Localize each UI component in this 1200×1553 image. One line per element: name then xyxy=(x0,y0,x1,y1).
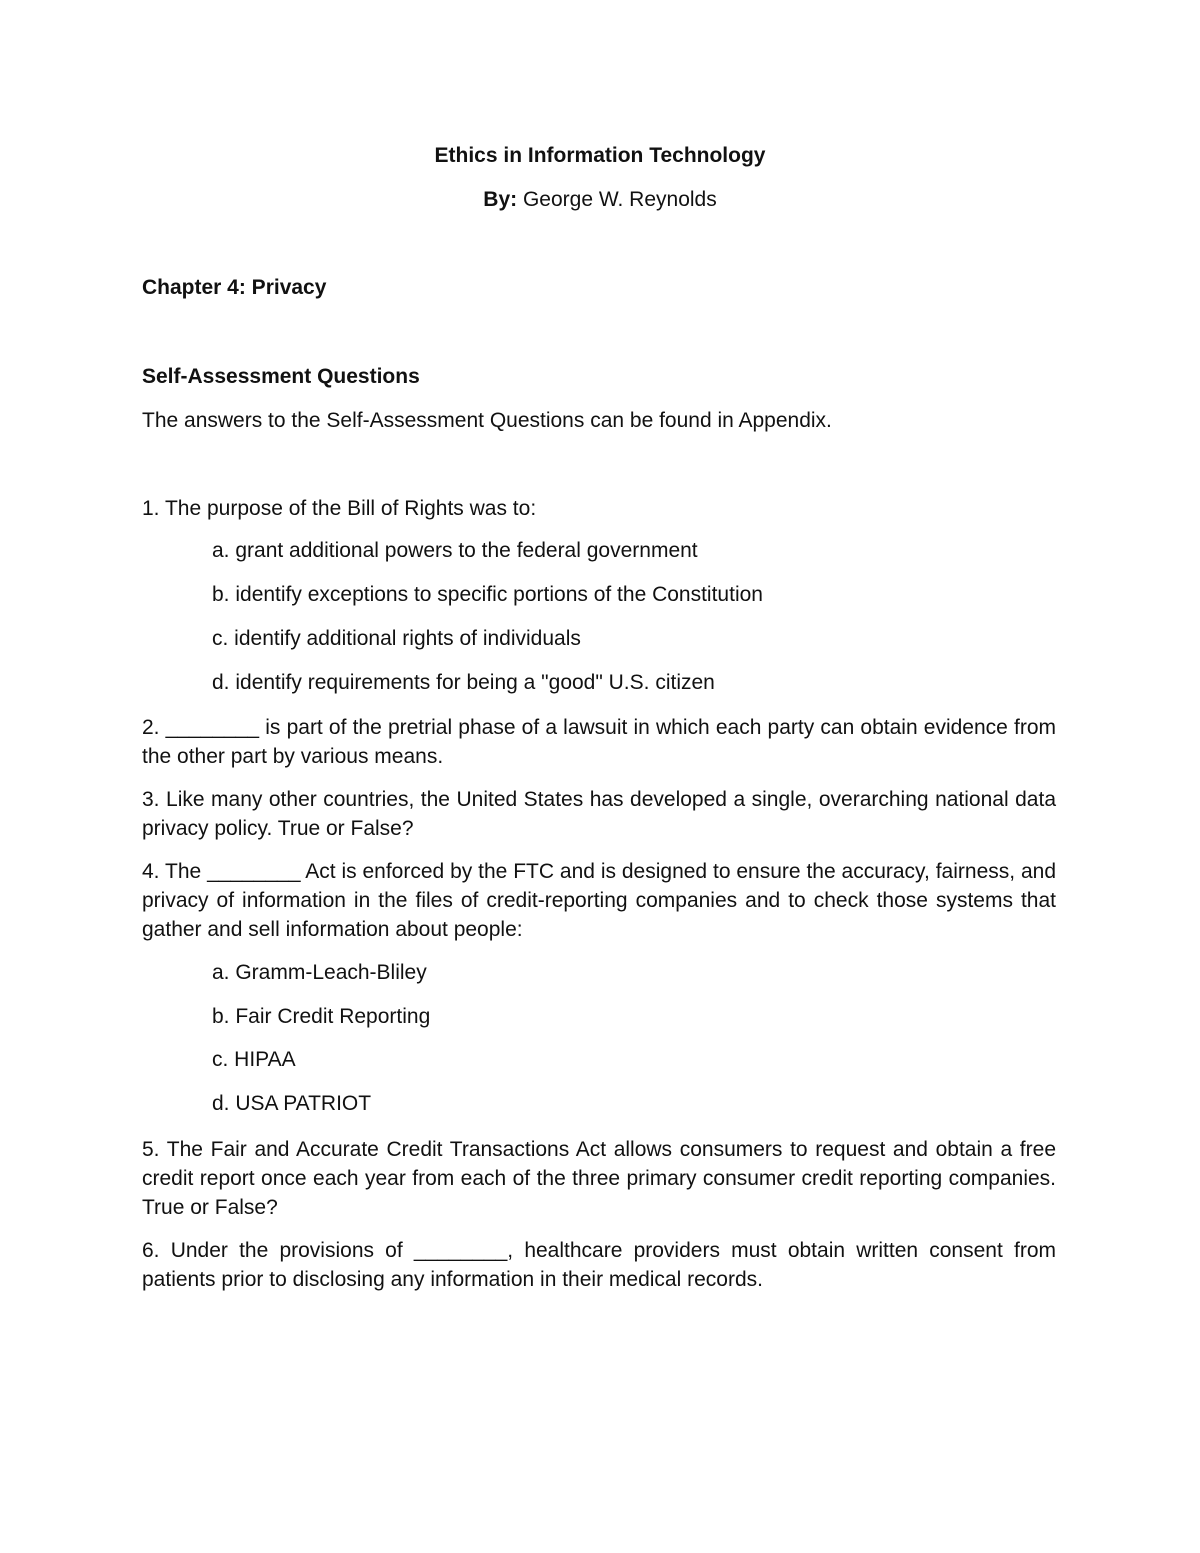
question-4-option-b: b. Fair Credit Reporting xyxy=(212,1005,431,1028)
question-1-option-d: d. identify requirements for being a "good" U.S. citizen xyxy=(212,671,715,694)
chapter-heading: Chapter 4: Privacy xyxy=(142,276,327,299)
question-1: 1. The purpose of the Bill of Rights was to: xyxy=(142,497,537,520)
author-label: By: xyxy=(483,188,518,211)
intro-text: The answers to the Self-Assessment Questions can be found in Appendix. xyxy=(142,409,832,432)
question-2: 2. ________ is part of the pretrial phase of a lawsuit in which each party can obtain evidence from the other part by various means. xyxy=(142,716,1056,768)
question-1-option-a: a. grant additional powers to the federal government xyxy=(212,539,698,562)
question-4: 4. The ________ Act is enforced by the FTC and is designed to ensure the accuracy, fairness, and privacy of information in the files of credit-reporting companies and to check those systems that gather and sell information about people: xyxy=(142,860,1056,941)
question-1-option-c: c. identify additional rights of individuals xyxy=(212,627,581,650)
author-name: George W. Reynolds xyxy=(517,188,717,211)
question-4-option-c: c. HIPAA xyxy=(212,1048,296,1071)
question-6: 6. Under the provisions of ________, healthcare providers must obtain written consent from patients prior to disclosing any information in their medical records. xyxy=(142,1239,1056,1291)
document-title: Ethics in Information Technology xyxy=(434,144,766,167)
question-3: 3. Like many other countries, the United States has developed a single, overarching national data privacy policy. True or False? xyxy=(142,788,1056,840)
question-4-option-a: a. Gramm-Leach-Bliley xyxy=(212,961,427,984)
question-4-option-d: d. USA PATRIOT xyxy=(212,1092,372,1115)
question-5: 5. The Fair and Accurate Credit Transactions Act allows consumers to request and obtain a free credit report once each year from each of the three primary consumer credit reporting companies. True or False? xyxy=(142,1138,1056,1219)
author-line xyxy=(0,187,1200,213)
question-1-option-b: b. identify exceptions to specific portions of the Constitution xyxy=(212,583,763,606)
section-heading: Self-Assessment Questions xyxy=(142,365,420,388)
